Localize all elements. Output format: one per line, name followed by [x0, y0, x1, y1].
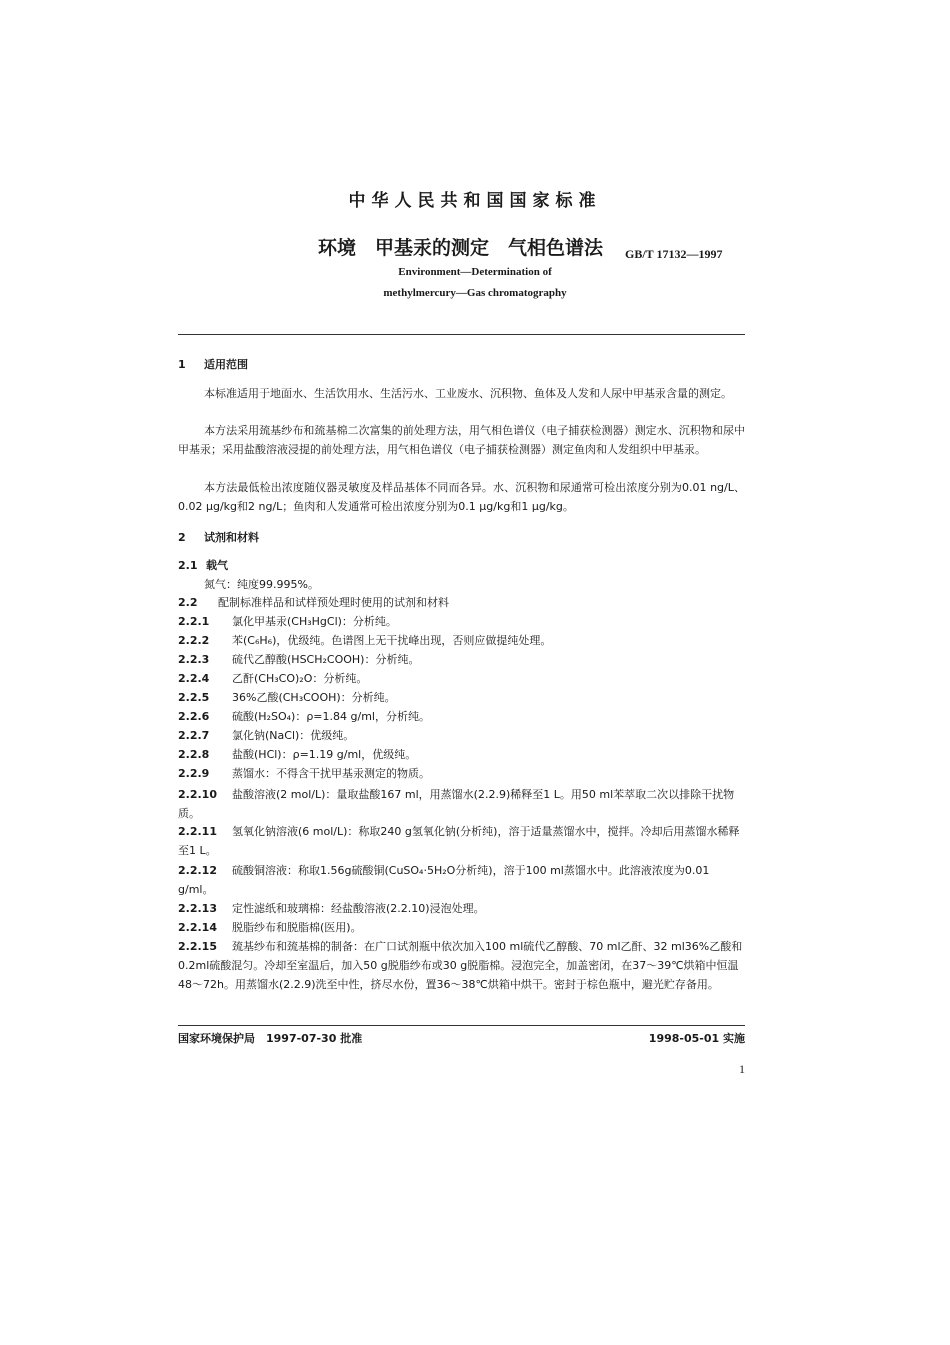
- item-number: 2.2.1: [178, 615, 210, 628]
- section-title: 配制标准样品和试样预处理时使用的试剂和材料: [218, 596, 449, 609]
- item-text: 氯化甲基汞(CH₃HgCl)：分析纯。: [232, 615, 397, 628]
- section-number: 2.2: [178, 596, 198, 609]
- english-title-line2: methylmercury—Gas chromatography: [383, 287, 567, 299]
- list-item: [178, 785, 745, 823]
- item-text: 脱脂纱布和脱脂棉(医用)。: [232, 921, 362, 934]
- list-item: [178, 650, 745, 669]
- item-number: 2.2.15: [178, 940, 217, 953]
- item-number: 2.2.2: [178, 634, 210, 647]
- section-1-paragraph-2: 本方法采用巯基纱布和巯基棉二次富集的前处理方法，用气相色谱仪（电子捕获检测器）测定水、沉积物和尿中甲基汞；采用盐酸溶液浸提的前处理方法，用气相色谱仪（电子捕获检测器）测定鱼肉和人发组织中甲基汞。: [178, 424, 745, 456]
- list-item: [178, 631, 745, 650]
- item-number: 2.2.13: [178, 902, 217, 915]
- section-2-1-heading: [178, 557, 228, 573]
- document-title: 环境 甲基汞的测定 气相色谱法: [318, 237, 604, 259]
- item-text: 36%乙酸(CH₃COOH)：分析纯。: [232, 691, 396, 704]
- item-text: 硫酸铜溶液：称取1.56g硫酸铜(CuSO₄·5H₂O分析纯)，溶于100 ml蒸馏水中。此溶液浓度为0.01 g/ml。: [178, 864, 710, 896]
- item-number: 2.2.3: [178, 653, 210, 666]
- bottom-divider: [178, 1025, 745, 1026]
- section-title: 试剂和材料: [204, 531, 259, 544]
- list-item: [178, 822, 745, 860]
- list-item: [178, 707, 745, 726]
- page-number: 1: [739, 1062, 745, 1076]
- section-1-paragraph-1: 本标准适用于地面水、生活饮用水、生活污水、工业废水、沉积物、鱼体及人发和人尿中甲基汞含量的测定。: [204, 387, 732, 400]
- item-number: 2.2.9: [178, 767, 210, 780]
- item-text: 盐酸(HCl)：ρ=1.19 g/ml，优级纯。: [232, 748, 417, 761]
- document-header: 中华人民共和国国家标准: [348, 191, 602, 211]
- standard-number: GB/T 17132—1997: [625, 247, 723, 261]
- list-item: [178, 918, 745, 937]
- section-number: 2: [178, 531, 186, 544]
- item-text: 乙酐(CH₃CO)₂O：分析纯。: [232, 672, 368, 685]
- list-item: [178, 612, 745, 631]
- list-item: [178, 764, 745, 783]
- section-number: 2.1: [178, 559, 198, 572]
- item-number: 2.2.14: [178, 921, 217, 934]
- item-text: 定性滤纸和玻璃棉：经盐酸溶液(2.2.10)浸泡处理。: [232, 902, 485, 915]
- item-text: 氢氧化钠溶液(6 mol/L)：称取240 g氢氧化钠(分析纯)，溶于适量蒸馏水中，搅拌。冷却后用蒸馏水稀释至1 L。: [178, 825, 740, 857]
- list-item: [178, 669, 745, 688]
- item-text: 巯基纱布和巯基棉的制备：在广口试剂瓶中依次加入100 ml硫代乙醇酸、70 ml乙酐、32 ml36%乙酸和0.2ml硫酸混匀。冷却至室温后，加入50 g脱脂纱布或30 g脱脂棉。浸泡完全，加盖密闭，在37～39℃烘箱中恒温48～72h。用蒸馏水(2.2.9)洗至中性，挤尽水份，置36～38℃烘箱中烘干。密封于棕色瓶中，避光贮存备用。: [178, 940, 743, 991]
- effective-date: 1998-05-01 实施: [648, 1032, 745, 1045]
- item-number: 2.2.7: [178, 729, 210, 742]
- list-item: [178, 861, 745, 899]
- item-number: 2.2.11: [178, 825, 217, 838]
- section-2-1-text: 氮气：纯度99.995%。: [204, 578, 319, 591]
- item-text: 硫酸(H₂SO₄)：ρ=1.84 g/ml，分析纯。: [232, 710, 430, 723]
- section-2-2-heading: [178, 593, 745, 612]
- item-number: 2.2.10: [178, 788, 217, 801]
- list-item: [178, 745, 745, 764]
- item-number: 2.2.8: [178, 748, 210, 761]
- item-number: 2.2.5: [178, 691, 210, 704]
- item-text: 苯(C₆H₆)，优级纯。色谱图上无干扰峰出现，否则应做提纯处理。: [232, 634, 552, 647]
- list-item: [178, 899, 745, 918]
- item-number: 2.2.4: [178, 672, 210, 685]
- section-1-heading: [178, 356, 248, 372]
- top-divider: [178, 334, 745, 335]
- item-text: 蒸馏水：不得含干扰甲基汞测定的物质。: [232, 767, 430, 780]
- item-text: 盐酸溶液(2 mol/L)：量取盐酸167 ml，用蒸馏水(2.2.9)稀释至1 L。用50 ml苯萃取二次以排除干扰物质。: [178, 788, 735, 820]
- issuer-approval: 国家环境保护局 1997-07-30 批准: [178, 1032, 363, 1045]
- item-number: 2.2.12: [178, 864, 217, 877]
- item-text: 氯化钠(NaCl)：优级纯。: [232, 729, 355, 742]
- list-item: [178, 937, 745, 994]
- list-item: [178, 688, 745, 707]
- list-item: [178, 726, 745, 745]
- section-1-paragraph-3: 本方法最低检出浓度随仪器灵敏度及样品基体不同而各异。水、沉积物和尿通常可检出浓度分别为0.01 ng/L、0.02 μg/kg和2 ng/L；鱼肉和人发通常可检出浓度分别为0.1 μg/kg和1 μg/kg。: [178, 481, 745, 513]
- section-number: 1: [178, 358, 186, 371]
- section-2-heading: [178, 529, 259, 545]
- english-title-line1: Environment—Determination of: [398, 266, 552, 278]
- section-title: 适用范围: [204, 358, 248, 371]
- item-text: 硫代乙醇酸(HSCH₂COOH)：分析纯。: [232, 653, 420, 666]
- section-title: 载气: [206, 559, 228, 572]
- item-number: 2.2.6: [178, 710, 210, 723]
